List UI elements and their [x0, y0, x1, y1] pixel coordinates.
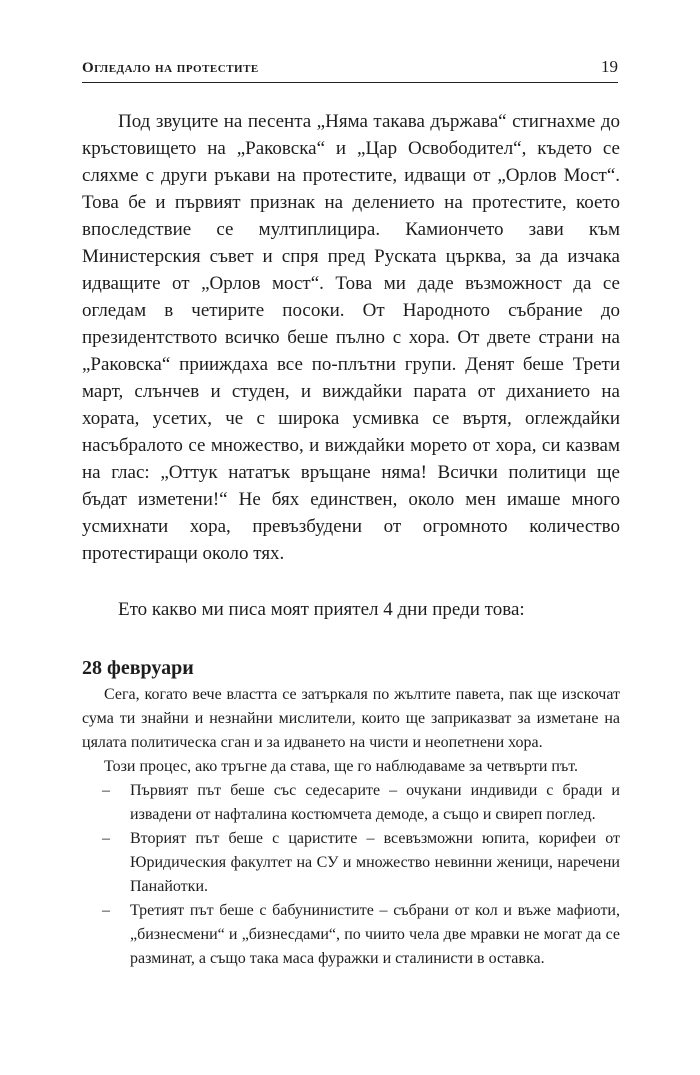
page-header — [82, 58, 618, 82]
list-item-text: Първият път беше със седесарите – очукани индивиди с бради и извадени от нафталина костюмчета демоде, а също и свиреп поглед. — [130, 782, 620, 823]
dash-bullet: – — [102, 830, 110, 847]
dash-bullet: – — [102, 782, 110, 799]
dash-bullet: – — [102, 902, 110, 919]
entry-paragraph: Този процес, ако тръгне да става, ще го наблюдаваме за четвърти път. — [104, 758, 578, 775]
list-item — [82, 827, 620, 899]
header-rule — [82, 82, 618, 83]
main-paragraph: Под звуците на песента „Няма такава държава“ стигнахме до кръстовището на „Раковска“ и „Цар Освободител“, където се сляхме с други ръкави на протестите, идващи от „Орлов Мост“. Това бе и първият признак на делението на протестите, което впоследствие се мултиплицира. Камиончето зави към Министерския съвет и спря пред Руската църква, за да изчака идващите от „Орлов мост“. Това ми даде възможност да се огледам в четирите посоки. От Народното събрание до президентството всичко беше пълно с хора. От двете страни на „Раковска“ прииждаха все по-плътни групи. Денят беше Трети март, слънчев и студен, и виждайки парата от диханието на хората, усетих, че с широка усмивка се въртя, оглеждайки насъбралото се множество, и виждайки морето от хора, си казвам на глас: „Оттук нататък връщане няма! Всички политици ще бъдат изметени!“ Не бях единствен, около мен имаше много усмихнати хора, превъзбудени от огромното количество протестиращи около тях. — [82, 111, 620, 564]
running-title: Огледало на протестите — [82, 60, 259, 76]
intro-paragraph: Ето какво ми писа моят приятел 4 дни преди това: — [118, 599, 525, 620]
list-item — [82, 899, 620, 971]
dash-list — [82, 779, 620, 971]
entry-date-heading: 28 февруари — [82, 657, 194, 679]
entry-paragraph: Сега, когато вече властта се затъркаля по жълтите павета, пак ще изскочат сума ти знайни и незнайни мислители, които ще заприказват за изметане на цялата политическа сган и за идването на чисти и неопетнени хора. — [82, 686, 620, 751]
list-item-text: Третият път беше с бабунинистите – събрани от кол и въже мафиоти, „бизнесмени“ и „бизнесдами“, по чиито чела две мравки не могат да се разминат, а също така маса фуражки и сталинисти в оставка. — [130, 902, 620, 967]
list-item — [82, 779, 620, 827]
page-number: 19 — [601, 57, 618, 76]
list-item-text: Вторият път беше с царистите – всевъзможни юпита, корифеи от Юридическия факултет на СУ и множество невинни женици, наречени Панайотки. — [130, 830, 620, 895]
diary-entry — [82, 683, 620, 971]
page-body — [82, 108, 620, 971]
